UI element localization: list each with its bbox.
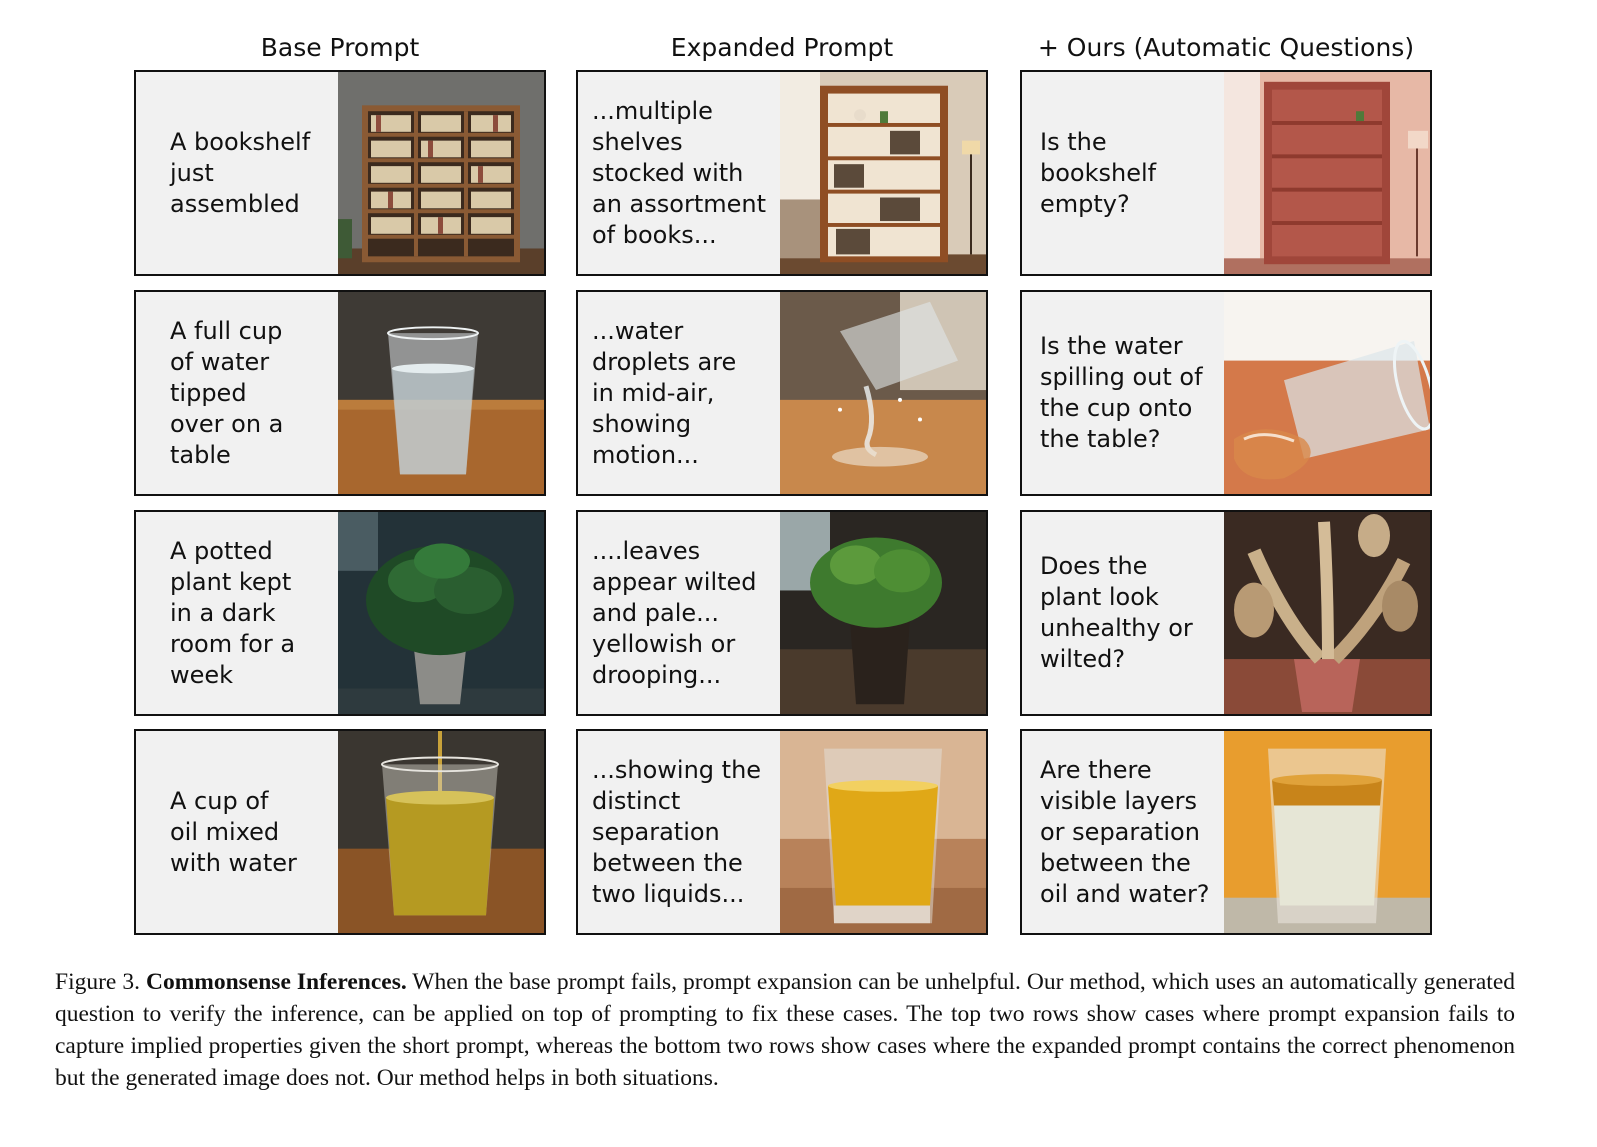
figure-caption-body: When the base prompt fails, prompt expansion can be unhelpful. Our method, which uses an automatically generated question to verify the inference, can be applied on top of prompting to fix these cases. The top two rows show cases where prompt expansion fails to capture implied properties given the short prompt, whereas the bottom two rows show cases where the expanded prompt contains the correct phenomenon but the generated image does not. Our method helps in both situations. (55, 969, 1515, 1091)
card-row2-expanded (576, 290, 988, 496)
figure-title: Commonsense Inferences. (145, 969, 407, 995)
prompt-text: A cup of oil mixed with water (170, 786, 297, 877)
card-row2-base (134, 290, 546, 496)
column-header-expanded-prompt: Expanded Prompt (670, 33, 894, 62)
water-pouring-from-glass-image (780, 292, 986, 494)
prompt-text: A full cup of water tipped over on a table (170, 316, 284, 469)
figure-label: Figure 3. (55, 969, 140, 995)
card-row3-base (134, 510, 546, 716)
prompt-text: ...showing the distinct separation between the two liquids... (592, 755, 762, 908)
tipped-glass-spilling-water-image (1224, 292, 1430, 494)
bookshelf-with-books-in-room-image (780, 72, 986, 274)
glass-with-oil-and-water-layers-image (1224, 731, 1430, 933)
prompt-text: A potted plant kept in a dark room for a week (170, 536, 296, 689)
bookshelf-full-of-books-image (338, 72, 544, 274)
card-row4-ours (1020, 729, 1432, 935)
prompt-text: Is the bookshelf empty? (1040, 127, 1157, 218)
card-row3-expanded (576, 510, 988, 716)
column-header-base-prompt: Base Prompt (260, 33, 420, 62)
prompt-text: ....leaves appear wilted and pale... yellowish or drooping... (592, 536, 757, 689)
empty-bookshelf-image (1224, 72, 1430, 274)
column-header-ours: + Ours (Automatic Questions) (1037, 33, 1415, 62)
card-row1-base (134, 70, 546, 276)
prompt-text: ...multiple shelves stocked with an assortment of books... (592, 96, 766, 249)
card-row1-ours (1020, 70, 1432, 276)
healthy-potted-plant-on-table-image (780, 512, 986, 714)
card-row1-expanded (576, 70, 988, 276)
prompt-text: Is the water spilling out of the cup onto the table? (1040, 332, 1203, 453)
card-row4-expanded (576, 729, 988, 935)
prompt-text: ...water droplets are in mid-air, showing motion... (592, 316, 737, 469)
card-row3-ours (1020, 510, 1432, 716)
healthy-potted-plant-image (338, 512, 544, 714)
glass-of-yellow-liquid-image (780, 731, 986, 933)
card-row4-base (134, 729, 546, 935)
upright-glass-of-water-image (338, 292, 544, 494)
prompt-text: Are there visible layers or separation between the oil and water? (1040, 755, 1210, 908)
prompt-text: A bookshelf just assembled (170, 127, 311, 218)
glass-of-yellow-oil-image (338, 731, 544, 933)
figure-caption (55, 966, 1515, 1094)
wilted-dry-plant-image (1224, 512, 1430, 714)
prompt-text: Does the plant look unhealthy or wilted? (1040, 552, 1193, 673)
card-row2-ours (1020, 290, 1432, 496)
